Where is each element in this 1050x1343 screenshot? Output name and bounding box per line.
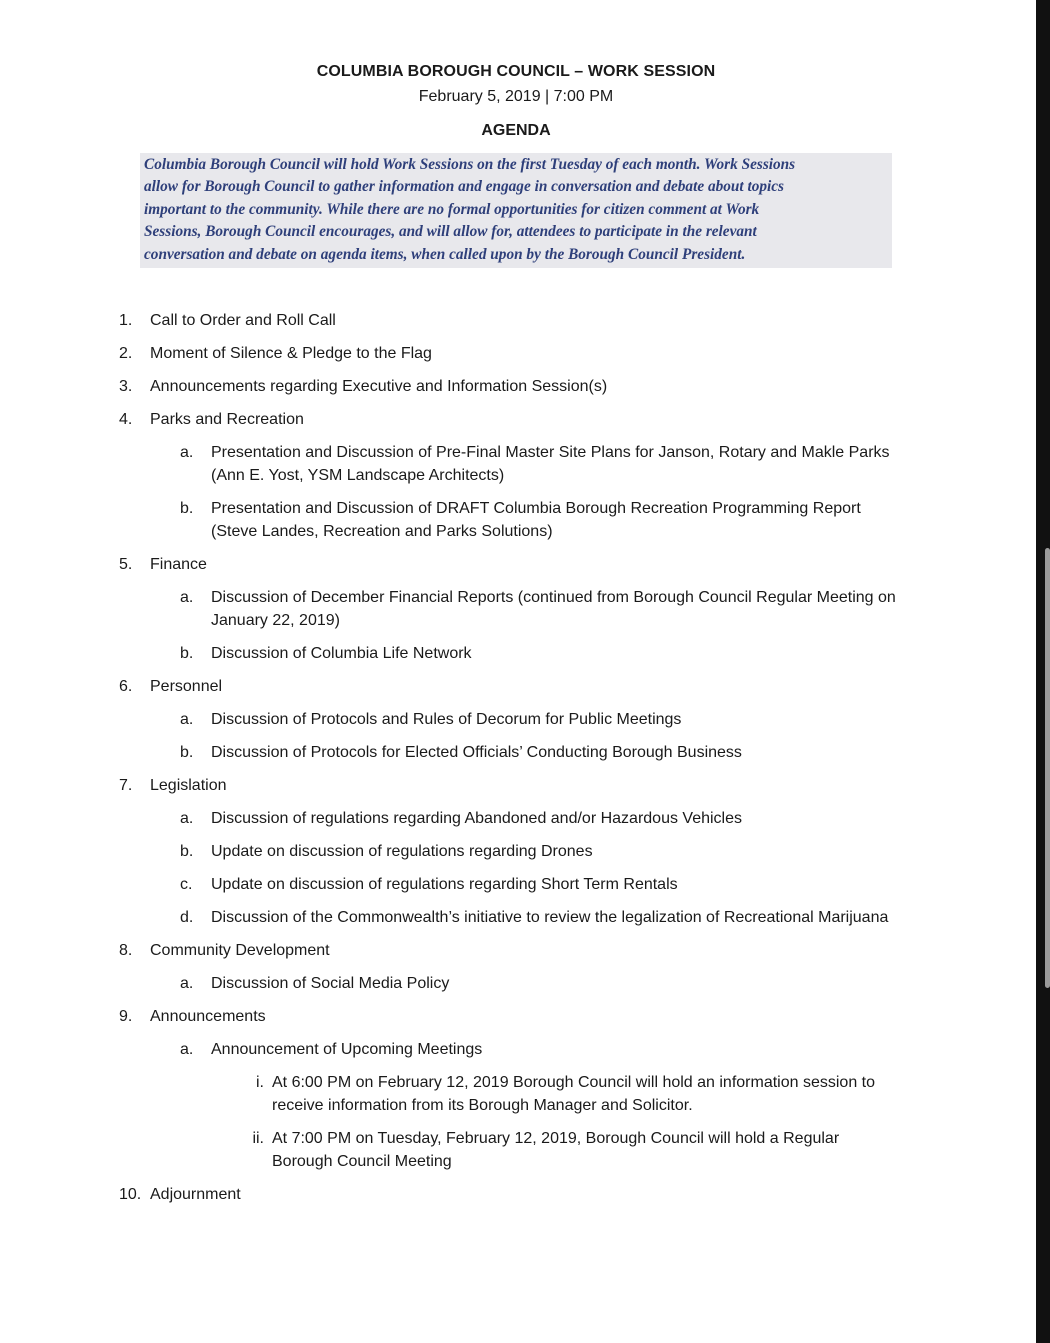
subitem-letter: d. (180, 909, 194, 926)
subitem-letter: b. (180, 843, 194, 860)
agenda-list (0, 309, 1036, 1216)
item-number: 9. (119, 1008, 133, 1025)
item-number: 6. (119, 678, 133, 695)
item-text: Personnel (150, 678, 223, 695)
intro-line: Columbia Borough Council will hold Work Sessions on the first Tuesday of each month. Work Sessions (144, 156, 796, 173)
subitem-letter: a. (180, 711, 194, 728)
subitem-letter: a. (180, 975, 194, 992)
agenda-subitem (0, 497, 1036, 543)
agenda-item (0, 309, 1036, 332)
item-number: 8. (119, 942, 133, 959)
agenda-item (0, 1183, 1036, 1206)
item-text: Legislation (150, 777, 227, 794)
scrollbar-thumb[interactable] (1045, 548, 1050, 988)
item-text: Announcements regarding Executive and Information Session(s) (150, 378, 608, 395)
intro-notice (140, 153, 892, 268)
subitem-letter: b. (180, 500, 194, 517)
subitem-text: Discussion of Columbia Life Network (211, 645, 472, 662)
agenda-subitem (0, 840, 1036, 863)
subsubitem-text: At 7:00 PM on Tuesday, February 12, 2019, Borough Council will hold a Regular Borough Council Meeting (272, 1130, 840, 1170)
subitem-text: Update on discussion of regulations regarding Short Term Rentals (211, 876, 678, 893)
subitem-text: Discussion of Protocols for Elected Officials’ Conducting Borough Business (211, 744, 742, 761)
agenda-item (0, 375, 1036, 398)
agenda-item (0, 939, 1036, 962)
subsubitem-text: At 6:00 PM on February 12, 2019 Borough Council will hold an information session to receive information from its Borough Manager and Solicitor. (272, 1074, 876, 1114)
item-number: 10. (119, 1186, 142, 1203)
agenda-subitem (0, 807, 1036, 830)
intro-line: conversation and debate on agenda items, when called upon by the Borough Council President. (144, 245, 746, 263)
intro-line: Sessions, Borough Council encourages, and will allow for, attendees to participate in the relevant (144, 223, 757, 241)
agenda-subitem (0, 873, 1036, 896)
item-text: Finance (150, 556, 207, 573)
subsubitem-numeral: ii. (252, 1130, 264, 1147)
subitem-letter: a. (180, 444, 194, 461)
subitem-text: Presentation and Discussion of DRAFT Columbia Borough Recreation Programming Report (Steve Landes, Recreation and Parks Solutions) (211, 500, 861, 540)
page-title: COLUMBIA BOROUGH COUNCIL – WORK SESSION (316, 63, 716, 80)
subitem-text: Discussion of regulations regarding Abandoned and/or Hazardous Vehicles (211, 810, 743, 827)
agenda-subitem (0, 972, 1036, 995)
item-number: 1. (119, 312, 133, 329)
subitem-letter: b. (180, 645, 194, 662)
agenda-item (0, 553, 1036, 576)
item-number: 5. (119, 556, 133, 573)
subitem-letter: a. (180, 589, 194, 606)
item-number: 4. (119, 411, 133, 428)
item-number: 3. (119, 378, 133, 395)
agenda-item (0, 774, 1036, 797)
subsubitem-numeral: i. (256, 1074, 264, 1091)
subitem-text: Discussion of December Financial Reports (continued from Borough Council Regular Meeting on January 22, 2019) (211, 589, 896, 629)
item-text: Moment of Silence & Pledge to the Flag (150, 345, 432, 362)
agenda-subitem (0, 1038, 1036, 1061)
subitem-text: Announcement of Upcoming Meetings (211, 1041, 483, 1058)
agenda-heading: AGENDA (481, 122, 551, 139)
agenda-subitem (0, 441, 1036, 487)
subitem-text: Discussion of the Commonwealth’s initiative to review the legalization of Recreational Marijuana (211, 909, 889, 926)
subitem-letter: a. (180, 810, 194, 827)
subitem-text: Discussion of Protocols and Rules of Decorum for Public Meetings (211, 711, 682, 728)
agenda-subitem (0, 642, 1036, 665)
subitem-text: Update on discussion of regulations regarding Drones (211, 843, 593, 860)
agenda-subitem (0, 741, 1036, 764)
agenda-subsubitem (0, 1127, 1036, 1173)
agenda-item (0, 1005, 1036, 1028)
agenda-subitem (0, 906, 1036, 929)
agenda-item (0, 675, 1036, 698)
item-text: Parks and Recreation (150, 411, 304, 428)
item-number: 7. (119, 777, 133, 794)
intro-line: allow for Borough Council to gather information and engage in conversation and debate about topics (144, 178, 785, 196)
subitem-letter: a. (180, 1041, 194, 1058)
item-number: 2. (119, 345, 133, 362)
subitem-letter: b. (180, 744, 194, 761)
intro-line: important to the community. While there are no formal opportunities for citizen comment at Work (144, 200, 760, 218)
agenda-item (0, 408, 1036, 431)
agenda-subitem (0, 708, 1036, 731)
agenda-subitem (0, 586, 1036, 632)
subitem-text: Discussion of Social Media Policy (211, 975, 450, 992)
item-text: Call to Order and Roll Call (150, 312, 336, 329)
agenda-subsubitem (0, 1071, 1036, 1117)
subitem-text: Presentation and Discussion of Pre-Final Master Site Plans for Janson, Rotary and Makle Parks (Ann E. Yost, YSM Landscape Architects) (211, 444, 890, 484)
item-text: Announcements (150, 1008, 266, 1025)
subitem-letter: c. (180, 876, 193, 893)
agenda-item (0, 342, 1036, 365)
item-text: Community Development (150, 942, 330, 959)
item-text: Adjournment (150, 1186, 241, 1203)
meeting-date-time: February 5, 2019 | 7:00 PM (418, 88, 614, 105)
